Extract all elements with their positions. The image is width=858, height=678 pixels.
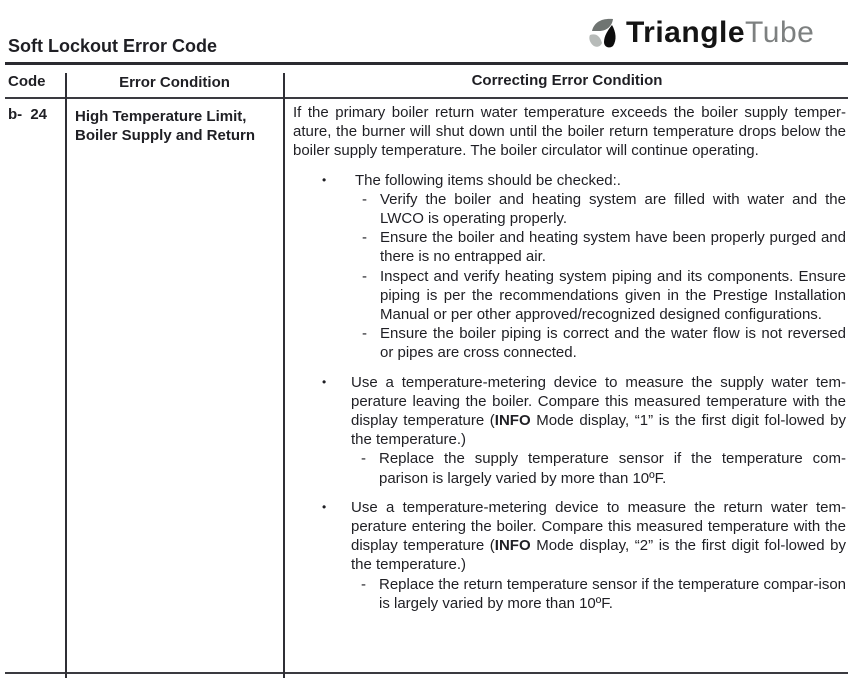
sub-item xyxy=(355,228,846,266)
header-error-condition: Error Condition xyxy=(119,74,230,91)
top-rule xyxy=(5,62,848,65)
text-segment: Mode display, “1” is the first digit fol-lowed by the temperature.) xyxy=(351,412,846,449)
header-rule xyxy=(5,97,848,99)
brand-name-part1: Triangle xyxy=(626,16,746,49)
sub-item-text: Ensure the boiler and heating system have been properly purged and there is no entrapped air. xyxy=(380,229,846,266)
bullet-text: The following items should be checked:. xyxy=(355,171,621,189)
dash-icon: - xyxy=(362,190,367,208)
info-mode-label: INFO xyxy=(494,537,531,555)
sub-item-text: Verify the boiler and heating system are filled with water and the LWCO is operating properly. xyxy=(380,190,846,228)
bullet-icon: • xyxy=(322,172,327,187)
header-code: Code xyxy=(8,73,46,90)
sub-item xyxy=(355,324,846,362)
triangle-tube-logo-icon xyxy=(586,16,620,50)
error-code: b- 24 xyxy=(8,106,48,123)
intro-paragraph: If the primary boiler return water temperature exceeds the boiler supply temper-ature, the burner will shut down until the boiler return temperature drops below the boiler supply temperature. The boiler circulator will continue operating. xyxy=(293,104,846,160)
column-divider xyxy=(283,73,285,678)
text-segment: Use a temperature-metering device to measure the supply water tem-perature leaving the boiler. Compare this measured temperature with the display temperature ( xyxy=(351,373,846,430)
sub-item xyxy=(355,267,846,325)
page-title: Soft Lockout Error Code xyxy=(8,36,218,56)
bottom-rule xyxy=(5,672,848,674)
bullet-icon: • xyxy=(322,499,327,514)
bullet-text xyxy=(351,373,846,450)
correcting-condition-cell xyxy=(293,103,846,623)
dash-icon: - xyxy=(362,267,367,285)
brand-logo xyxy=(586,16,814,50)
sub-item-text: Ensure the boiler piping is correct and the water flow is not reversed or pipes are cross connected. xyxy=(380,325,846,362)
return-sensor-bullet xyxy=(293,498,846,613)
column-divider xyxy=(65,73,67,678)
supply-sensor-bullet xyxy=(293,373,846,488)
sub-item xyxy=(355,190,846,228)
text-segment: Use a temperature-metering device to measure the return water tem-perature entering the boiler. Compare this measured temperature with the display temperature ( xyxy=(351,498,846,555)
dash-icon: - xyxy=(362,229,367,247)
sub-item-text: Replace the supply temperature sensor if the temperature com-parison is largely varied by more than 10ºF. xyxy=(379,450,846,487)
sub-item-text: Replace the return temperature sensor if the temperature compar-ison is largely varied by more than 10ºF. xyxy=(379,575,846,612)
dash-icon: - xyxy=(362,325,367,343)
sub-item xyxy=(351,449,846,487)
header-correcting-condition: Correcting Error Condition xyxy=(471,72,663,89)
info-mode-label: INFO xyxy=(494,412,531,430)
dash-icon: - xyxy=(361,450,366,468)
sub-item xyxy=(351,575,846,613)
text-segment: Mode display, “2” is the first digit fol-lowed by the temperature.) xyxy=(351,537,846,574)
error-condition: High Temperature Limit, Boiler Supply and Return xyxy=(75,108,256,144)
bullet-icon: • xyxy=(322,374,327,389)
brand-name-part2: Tube xyxy=(745,16,815,49)
dash-icon: - xyxy=(361,575,366,593)
sub-item-text: Inspect and verify heating system piping and its components. Ensure piping is per the recommendations given in the Prestige Installation Manual or per other approved/recognized designed configurations. xyxy=(380,267,846,324)
bullet-text xyxy=(351,498,846,575)
brand-name xyxy=(626,16,814,50)
check-list-bullet xyxy=(293,171,846,363)
